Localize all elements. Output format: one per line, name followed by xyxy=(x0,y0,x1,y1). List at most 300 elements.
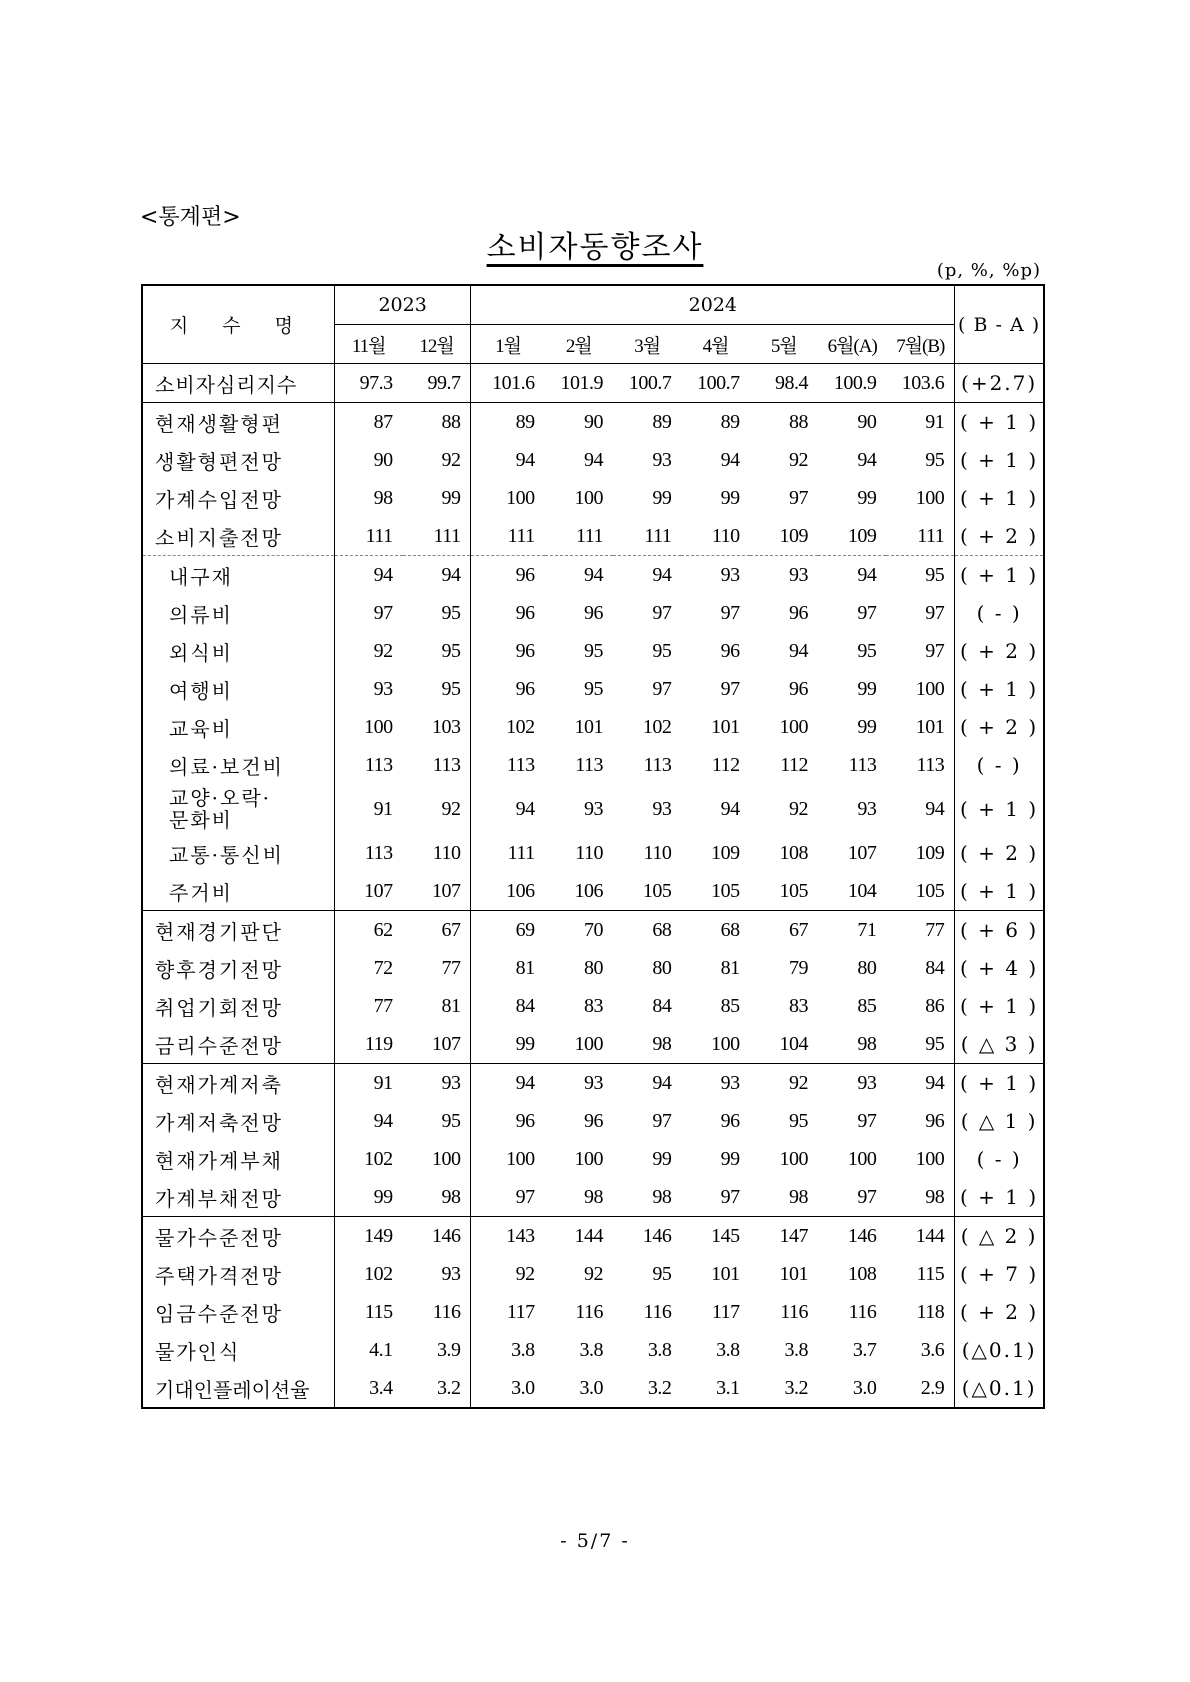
value-cell: 94 xyxy=(720,797,740,820)
value-cell: 80 xyxy=(583,956,603,979)
value-cell: 91 xyxy=(886,403,954,442)
value-cell: 97 xyxy=(720,1185,740,1208)
value-cell: 108 xyxy=(847,1262,877,1285)
row-label-line: 문화비 xyxy=(169,808,233,832)
table-row xyxy=(142,872,1044,911)
value-cell: 100 xyxy=(779,715,809,738)
row-label: 외식비 xyxy=(142,632,334,670)
row-label: 가계수입전망 xyxy=(142,479,334,517)
value-cell: 93 xyxy=(681,556,749,595)
value-cell: 101 xyxy=(711,715,740,738)
table-row xyxy=(142,1178,1044,1217)
value-cell: 3.8 xyxy=(511,1338,535,1361)
diff-cell: ( + 1 ) xyxy=(955,441,1044,479)
table-row xyxy=(142,1140,1044,1178)
value-cell: 3.4 xyxy=(369,1376,393,1399)
table-row xyxy=(142,1293,1044,1331)
value-cell: 95 xyxy=(403,670,471,708)
value-cell: 110 xyxy=(575,841,603,864)
table-row xyxy=(142,403,1044,442)
value-cell: 92 xyxy=(403,784,471,834)
diff-cell: ( + 2 ) xyxy=(955,834,1044,872)
value-cell: 88 xyxy=(750,403,818,442)
diff-cell: (△0.1) xyxy=(955,1331,1044,1369)
value-cell: 111 xyxy=(644,524,672,547)
value-cell: 77 xyxy=(403,949,471,987)
value-cell: 96 xyxy=(925,1109,945,1132)
value-cell: 94 xyxy=(471,1064,545,1103)
value-cell: 92 xyxy=(515,1262,535,1285)
value-cell: 98 xyxy=(403,1178,471,1217)
value-cell: 84 xyxy=(652,994,672,1017)
value-cell: 70 xyxy=(545,911,613,950)
row-label-line: 교양·오락· xyxy=(169,786,271,810)
row-label: 주거비 xyxy=(142,872,334,911)
value-cell: 146 xyxy=(403,1217,471,1256)
value-cell: 100 xyxy=(915,486,945,509)
diff-cell: (+2.7) xyxy=(955,364,1044,403)
value-cell: 99 xyxy=(373,1185,393,1208)
value-cell: 80 xyxy=(857,956,877,979)
value-cell: 100 xyxy=(574,486,603,509)
value-cell: 116 xyxy=(403,1293,471,1331)
value-cell: 99 xyxy=(652,486,672,509)
value-cell: 62 xyxy=(334,911,402,950)
table-row xyxy=(142,364,1044,403)
value-cell: 106 xyxy=(574,879,603,902)
value-cell: 93 xyxy=(545,1064,613,1103)
row-label: 주택가격전망 xyxy=(142,1255,334,1293)
value-cell: 92 xyxy=(373,639,393,662)
value-cell: 100.9 xyxy=(818,364,886,403)
value-cell: 95 xyxy=(583,677,603,700)
value-cell: 3.2 xyxy=(647,1376,672,1399)
value-cell: 105 xyxy=(779,879,809,902)
value-cell: 95 xyxy=(857,639,877,662)
row-label: 현재경기판단 xyxy=(142,911,334,950)
value-cell: 85 xyxy=(857,994,877,1017)
value-cell: 94 xyxy=(857,448,877,471)
value-cell: 94 xyxy=(334,556,402,595)
value-cell: 108 xyxy=(779,841,809,864)
value-cell: 3.0 xyxy=(579,1376,603,1399)
table-row xyxy=(142,834,1044,872)
value-cell: 3.9 xyxy=(403,1331,471,1369)
diff-cell: ( + 1 ) xyxy=(955,1064,1044,1103)
table-row xyxy=(142,556,1044,595)
row-label: 가계부채전망 xyxy=(142,1178,334,1217)
value-cell: 109 xyxy=(847,524,877,547)
value-cell: 99.7 xyxy=(403,364,471,403)
value-cell: 3.1 xyxy=(716,1376,740,1399)
value-cell: 111 xyxy=(507,524,535,547)
value-cell: 89 xyxy=(681,403,749,442)
diff-cell: ( △ 1 ) xyxy=(955,1102,1044,1140)
diff-cell: ( + 1 ) xyxy=(955,479,1044,517)
value-cell: 96 xyxy=(583,601,603,624)
value-cell: 3.2 xyxy=(403,1369,471,1408)
value-cell: 112 xyxy=(780,753,809,776)
value-cell: 106 xyxy=(506,879,535,902)
value-cell: 71 xyxy=(818,911,886,950)
diff-cell: ( + 2 ) xyxy=(955,708,1044,746)
diff-cell: ( △ 2 ) xyxy=(955,1217,1044,1256)
value-cell: 3.8 xyxy=(647,1338,672,1361)
value-cell: 105 xyxy=(642,879,672,902)
value-cell: 100 xyxy=(574,1032,603,1055)
value-cell: 103.6 xyxy=(886,364,954,403)
value-cell: 93 xyxy=(373,677,393,700)
row-label: 향후경기전망 xyxy=(142,949,334,987)
value-cell: 98 xyxy=(652,1185,672,1208)
table-row xyxy=(142,708,1044,746)
value-cell: 109 xyxy=(779,524,809,547)
value-cell: 149 xyxy=(334,1217,402,1256)
value-cell: 3.2 xyxy=(784,1376,809,1399)
row-label: 현재가계부채 xyxy=(142,1140,334,1178)
value-cell: 144 xyxy=(545,1217,613,1256)
document-title: 소비자동향조사 xyxy=(486,230,704,265)
value-cell: 96 xyxy=(720,639,740,662)
value-cell: 90 xyxy=(545,403,613,442)
value-cell: 95 xyxy=(925,1032,945,1055)
value-cell: 113 xyxy=(364,841,393,864)
value-cell: 68 xyxy=(613,911,681,950)
table-row xyxy=(142,1064,1044,1103)
value-cell: 93 xyxy=(403,1064,471,1103)
value-cell: 69 xyxy=(471,911,545,950)
value-cell: 100 xyxy=(506,486,535,509)
value-cell: 83 xyxy=(789,994,809,1017)
row-label: 금리수준전망 xyxy=(142,1025,334,1064)
value-cell: 104 xyxy=(847,879,877,902)
value-cell: 67 xyxy=(403,911,471,950)
value-cell: 94 xyxy=(373,1109,393,1132)
table-row xyxy=(142,1217,1044,1256)
value-cell: 96 xyxy=(720,1109,740,1132)
row-label: 의료·보건비 xyxy=(142,746,334,784)
table-row xyxy=(142,911,1044,950)
diff-cell: ( + 2 ) xyxy=(955,1293,1044,1331)
value-cell: 102 xyxy=(364,1147,393,1170)
value-cell: 116 xyxy=(643,1300,672,1323)
value-cell: 95 xyxy=(886,556,954,595)
header-month: 6월(A) xyxy=(818,325,886,364)
value-cell: 100 xyxy=(574,1147,603,1170)
row-label: 취업기회전망 xyxy=(142,987,334,1025)
table-row xyxy=(142,1102,1044,1140)
value-cell: 89 xyxy=(613,403,681,442)
value-cell: 102 xyxy=(364,1262,393,1285)
header-month: 12월 xyxy=(403,325,471,364)
value-cell: 94 xyxy=(613,1064,681,1103)
value-cell: 116 xyxy=(575,1300,603,1323)
value-cell: 3.0 xyxy=(511,1376,535,1399)
value-cell: 101 xyxy=(574,715,603,738)
value-cell: 145 xyxy=(681,1217,749,1256)
value-cell: 92 xyxy=(583,1262,603,1285)
value-cell: 117 xyxy=(506,1300,535,1323)
value-cell: 99 xyxy=(857,486,877,509)
table-row xyxy=(142,784,1044,834)
header-month: 2월 xyxy=(545,325,613,364)
table-row xyxy=(142,670,1044,708)
table-row xyxy=(142,1331,1044,1369)
table-row xyxy=(142,949,1044,987)
value-cell: 97 xyxy=(720,601,740,624)
value-cell: 85 xyxy=(720,994,740,1017)
value-cell: 94 xyxy=(613,556,681,595)
value-cell: 99 xyxy=(515,1032,535,1055)
value-cell: 146 xyxy=(818,1217,886,1256)
value-cell: 113 xyxy=(643,753,672,776)
value-cell: 113 xyxy=(916,753,945,776)
header-month: 5월 xyxy=(750,325,818,364)
value-cell: 102 xyxy=(642,715,672,738)
header-diff: ( B - A ) xyxy=(955,285,1044,364)
value-cell: 86 xyxy=(925,994,945,1017)
value-cell: 81 xyxy=(720,956,740,979)
value-cell: 94 xyxy=(515,448,535,471)
value-cell: 100 xyxy=(403,1140,471,1178)
header-year-2023: 2023 xyxy=(334,285,471,325)
table-row xyxy=(142,479,1044,517)
value-cell: 96 xyxy=(583,1109,603,1132)
row-label: 의류비 xyxy=(142,594,334,632)
diff-cell: ( + 1 ) xyxy=(955,987,1044,1025)
value-cell: 3.8 xyxy=(579,1338,603,1361)
value-cell: 97 xyxy=(720,677,740,700)
diff-cell: ( + 1 ) xyxy=(955,403,1044,442)
value-cell: 91 xyxy=(334,1064,402,1103)
value-cell: 97 xyxy=(925,601,945,624)
diff-cell: ( + 4 ) xyxy=(955,949,1044,987)
row-label: 교육비 xyxy=(142,708,334,746)
value-cell: 117 xyxy=(711,1300,740,1323)
value-cell: 94 xyxy=(403,556,471,595)
value-cell: 98 xyxy=(373,486,393,509)
table-row xyxy=(142,441,1044,479)
row-label: 기대인플레이션율 xyxy=(142,1369,334,1408)
value-cell: 100 xyxy=(847,1147,877,1170)
value-cell: 88 xyxy=(403,403,471,442)
value-cell: 91 xyxy=(373,797,393,820)
value-cell: 93 xyxy=(583,797,603,820)
value-cell: 95 xyxy=(789,1109,809,1132)
value-cell: 100 xyxy=(506,1147,535,1170)
value-cell: 77 xyxy=(886,911,954,950)
table-row xyxy=(142,746,1044,784)
table-row xyxy=(142,1369,1044,1408)
value-cell: 98.4 xyxy=(750,364,818,403)
value-cell: 99 xyxy=(403,479,471,517)
header-month: 7월(B) xyxy=(886,325,954,364)
value-cell: 94 xyxy=(886,1064,954,1103)
row-label: 소비지출전망 xyxy=(142,517,334,556)
value-cell: 96 xyxy=(789,601,809,624)
value-cell: 93 xyxy=(652,797,672,820)
value-cell: 111 xyxy=(507,841,535,864)
value-cell: 102 xyxy=(506,715,535,738)
value-cell: 143 xyxy=(471,1217,545,1256)
value-cell: 77 xyxy=(373,994,393,1017)
header-month: 4월 xyxy=(681,325,749,364)
value-cell: 101.9 xyxy=(545,364,613,403)
diff-cell: ( + 6 ) xyxy=(955,911,1044,950)
row-label: 교통·통신비 xyxy=(142,834,334,872)
value-cell: 79 xyxy=(789,956,809,979)
value-cell: 90 xyxy=(818,403,886,442)
row-label: 여행비 xyxy=(142,670,334,708)
value-cell: 99 xyxy=(857,715,877,738)
value-cell: 96 xyxy=(515,639,535,662)
value-cell: 81 xyxy=(403,987,471,1025)
row-label: 임금수준전망 xyxy=(142,1293,334,1331)
value-cell: 105 xyxy=(711,879,740,902)
value-cell: 111 xyxy=(575,524,603,547)
value-cell: 97 xyxy=(515,1185,535,1208)
value-cell: 97 xyxy=(652,601,672,624)
value-cell: 113 xyxy=(848,753,877,776)
table-header xyxy=(142,285,1044,364)
value-cell: 95 xyxy=(403,632,471,670)
value-cell: 96 xyxy=(471,556,545,595)
section-label: <통계편> xyxy=(140,205,241,230)
table-row xyxy=(142,1255,1044,1293)
value-cell: 104 xyxy=(779,1032,809,1055)
value-cell: 94 xyxy=(545,556,613,595)
row-label: 내구재 xyxy=(142,556,334,595)
value-cell: 97 xyxy=(857,1109,877,1132)
value-cell: 111 xyxy=(403,517,471,556)
value-cell: 89 xyxy=(471,403,545,442)
value-cell: 119 xyxy=(364,1032,393,1055)
value-cell: 96 xyxy=(515,601,535,624)
value-cell: 100 xyxy=(915,677,945,700)
value-cell: 93 xyxy=(403,1255,471,1293)
value-cell: 118 xyxy=(916,1300,945,1323)
value-cell: 100 xyxy=(915,1147,945,1170)
row-label: 생활형편전망 xyxy=(142,441,334,479)
value-cell: 92 xyxy=(789,448,809,471)
value-cell: 107 xyxy=(403,1025,471,1064)
value-cell: 3.7 xyxy=(852,1338,877,1361)
value-cell: 113 xyxy=(403,746,471,784)
value-cell: 97.3 xyxy=(334,364,402,403)
value-cell: 100 xyxy=(364,715,393,738)
value-cell: 94 xyxy=(925,797,945,820)
value-cell: 99 xyxy=(720,1147,740,1170)
value-cell: 115 xyxy=(916,1262,945,1285)
value-cell: 101 xyxy=(915,715,945,738)
value-cell: 93 xyxy=(681,1064,749,1103)
value-cell: 113 xyxy=(364,753,393,776)
value-cell: 105 xyxy=(915,879,945,902)
value-cell: 101 xyxy=(711,1262,740,1285)
value-cell: 110 xyxy=(643,841,672,864)
value-cell: 97 xyxy=(652,1109,672,1132)
value-cell: 94 xyxy=(515,797,535,820)
value-cell: 93 xyxy=(857,797,877,820)
diff-cell: ( + 1 ) xyxy=(955,556,1044,595)
row-label: 소비자심리지수 xyxy=(142,364,334,403)
table-row xyxy=(142,594,1044,632)
value-cell: 98 xyxy=(857,1032,877,1055)
table-row xyxy=(142,987,1044,1025)
table-row xyxy=(142,517,1044,556)
page-number: - 5/7 - xyxy=(560,1530,630,1552)
value-cell: 107 xyxy=(847,841,877,864)
row-label xyxy=(142,784,334,834)
value-cell: 116 xyxy=(848,1300,877,1323)
value-cell: 111 xyxy=(917,524,945,547)
row-label: 현재생활형편 xyxy=(142,403,334,442)
value-cell: 95 xyxy=(652,639,672,662)
value-cell: 97 xyxy=(373,601,393,624)
diff-cell: ( + 2 ) xyxy=(955,517,1044,556)
row-label: 물가인식 xyxy=(142,1331,334,1369)
value-cell: 107 xyxy=(364,879,393,902)
table-body xyxy=(142,364,1044,1409)
value-cell: 107 xyxy=(403,872,471,911)
value-cell: 101.6 xyxy=(471,364,545,403)
value-cell: 97 xyxy=(652,677,672,700)
value-cell: 92 xyxy=(750,1064,818,1103)
units-note: (p, %, %p) xyxy=(936,260,1041,281)
diff-cell: ( + 2 ) xyxy=(955,632,1044,670)
diff-cell: ( + 1 ) xyxy=(955,784,1044,834)
value-cell: 97 xyxy=(925,639,945,662)
value-cell: 96 xyxy=(789,677,809,700)
header-month: 11월 xyxy=(334,325,402,364)
value-cell: 147 xyxy=(750,1217,818,1256)
value-cell: 100 xyxy=(779,1147,809,1170)
value-cell: 84 xyxy=(515,994,535,1017)
value-cell: 98 xyxy=(789,1185,809,1208)
value-cell: 109 xyxy=(711,841,740,864)
value-cell: 80 xyxy=(652,956,672,979)
value-cell: 97 xyxy=(789,486,809,509)
value-cell: 68 xyxy=(681,911,749,950)
value-cell: 90 xyxy=(373,448,393,471)
value-cell: 98 xyxy=(583,1185,603,1208)
value-cell: 97 xyxy=(857,601,877,624)
value-cell: 94 xyxy=(583,448,603,471)
value-cell: 95 xyxy=(652,1262,672,1285)
value-cell: 97 xyxy=(857,1185,877,1208)
value-cell: 3.6 xyxy=(920,1338,945,1361)
value-cell: 115 xyxy=(364,1300,393,1323)
diff-cell: ( - ) xyxy=(955,1140,1044,1178)
value-cell: 94 xyxy=(818,556,886,595)
header-month: 3월 xyxy=(613,325,681,364)
header-year-2024: 2024 xyxy=(471,285,955,325)
value-cell: 96 xyxy=(515,677,535,700)
value-cell: 111 xyxy=(365,524,393,547)
value-cell: 3.0 xyxy=(852,1376,877,1399)
value-cell: 3.8 xyxy=(784,1338,809,1361)
diff-cell: ( - ) xyxy=(955,746,1044,784)
row-label: 물가수준전망 xyxy=(142,1217,334,1256)
value-cell: 146 xyxy=(613,1217,681,1256)
value-cell: 100.7 xyxy=(613,364,681,403)
value-cell: 4.1 xyxy=(369,1338,393,1361)
value-cell: 113 xyxy=(506,753,535,776)
value-cell: 67 xyxy=(750,911,818,950)
table-row xyxy=(142,632,1044,670)
diff-cell: ( △ 3 ) xyxy=(955,1025,1044,1064)
value-cell: 99 xyxy=(857,677,877,700)
